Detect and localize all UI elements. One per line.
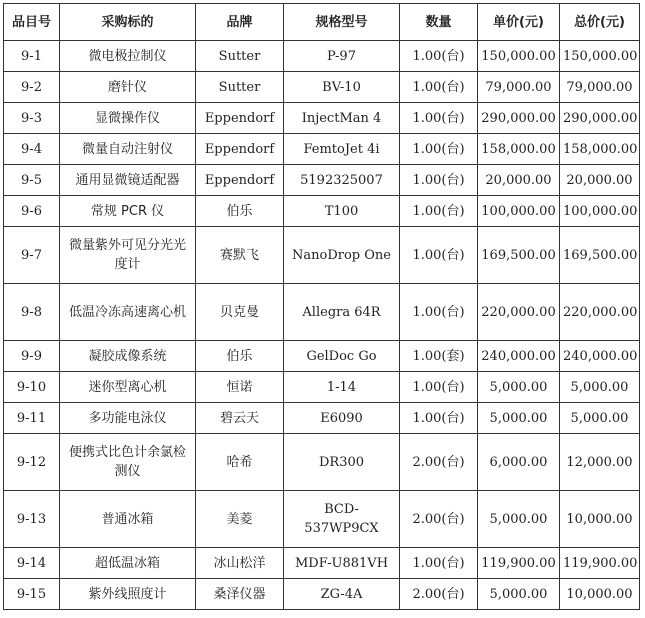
cell-model: MDF-U881VH — [284, 548, 400, 579]
cell-item-no: 9-4 — [4, 134, 60, 165]
cell-item-no: 9-5 — [4, 165, 60, 196]
cell-brand: 贝克曼 — [196, 284, 284, 341]
cell-model: NanoDrop One — [284, 227, 400, 284]
cell-model: 1-14 — [284, 372, 400, 403]
cell-item-no: 9-9 — [4, 341, 60, 372]
cell-item-name: 显微操作仪 — [60, 103, 196, 134]
table-row — [4, 196, 640, 227]
cell-total-price: 290,000.00 — [560, 103, 640, 134]
cell-model: BCD-537WP9CX — [284, 491, 400, 548]
table-row — [4, 134, 640, 165]
cell-item-name: 微量自动注射仪 — [60, 134, 196, 165]
table-row — [4, 165, 640, 196]
cell-brand: Sutter — [196, 41, 284, 72]
cell-model: DR300 — [284, 434, 400, 491]
cell-item-no: 9-13 — [4, 491, 60, 548]
cell-total-price: 220,000.00 — [560, 284, 640, 341]
cell-item-no: 9-7 — [4, 227, 60, 284]
cell-item-name: 超低温冰箱 — [60, 548, 196, 579]
header-unit-price: 单价(元) — [478, 4, 560, 41]
cell-brand: Eppendorf — [196, 165, 284, 196]
cell-model: Allegra 64R — [284, 284, 400, 341]
cell-unit-price: 5,000.00 — [478, 491, 560, 548]
cell-quantity: 1.00(台) — [400, 372, 478, 403]
cell-model: FemtoJet 4i — [284, 134, 400, 165]
table-header-row — [4, 4, 640, 41]
cell-unit-price: 158,000.00 — [478, 134, 560, 165]
cell-total-price: 240,000.00 — [560, 341, 640, 372]
table-row — [4, 227, 640, 284]
header-model: 规格型号 — [284, 4, 400, 41]
cell-item-no: 9-1 — [4, 41, 60, 72]
table-row — [4, 403, 640, 434]
cell-quantity: 2.00(台) — [400, 491, 478, 548]
cell-model: T100 — [284, 196, 400, 227]
cell-item-no: 9-15 — [4, 579, 60, 610]
table-row — [4, 341, 640, 372]
cell-total-price: 20,000.00 — [560, 165, 640, 196]
table-row — [4, 579, 640, 610]
header-item-name: 采购标的 — [60, 4, 196, 41]
table-body — [4, 41, 640, 610]
cell-item-name: 微电极拉制仪 — [60, 41, 196, 72]
header-quantity: 数量 — [400, 4, 478, 41]
cell-item-name: 低温冷冻高速离心机 — [60, 284, 196, 341]
cell-unit-price: 5,000.00 — [478, 579, 560, 610]
cell-unit-price: 169,500.00 — [478, 227, 560, 284]
cell-quantity: 1.00(套) — [400, 341, 478, 372]
cell-brand: 伯乐 — [196, 341, 284, 372]
cell-total-price: 5,000.00 — [560, 403, 640, 434]
cell-brand: Sutter — [196, 72, 284, 103]
cell-model: E6090 — [284, 403, 400, 434]
cell-total-price: 100,000.00 — [560, 196, 640, 227]
cell-unit-price: 290,000.00 — [478, 103, 560, 134]
cell-quantity: 1.00(台) — [400, 41, 478, 72]
cell-brand: 伯乐 — [196, 196, 284, 227]
table-row — [4, 72, 640, 103]
cell-total-price: 79,000.00 — [560, 72, 640, 103]
cell-quantity: 1.00(台) — [400, 165, 478, 196]
cell-item-no: 9-14 — [4, 548, 60, 579]
cell-item-name: 普通冰箱 — [60, 491, 196, 548]
cell-model: GelDoc Go — [284, 341, 400, 372]
cell-quantity: 1.00(台) — [400, 72, 478, 103]
cell-model: ZG-4A — [284, 579, 400, 610]
cell-unit-price: 100,000.00 — [478, 196, 560, 227]
cell-item-no: 9-2 — [4, 72, 60, 103]
table-row — [4, 103, 640, 134]
cell-model: P-97 — [284, 41, 400, 72]
cell-unit-price: 240,000.00 — [478, 341, 560, 372]
cell-unit-price: 20,000.00 — [478, 165, 560, 196]
cell-brand: Eppendorf — [196, 103, 284, 134]
cell-unit-price: 220,000.00 — [478, 284, 560, 341]
cell-quantity: 1.00(台) — [400, 403, 478, 434]
table-row — [4, 284, 640, 341]
cell-brand: Eppendorf — [196, 134, 284, 165]
cell-item-name: 紫外线照度计 — [60, 579, 196, 610]
header-total-price: 总价(元) — [560, 4, 640, 41]
table-row — [4, 41, 640, 72]
cell-model: 5192325007 — [284, 165, 400, 196]
header-item-no: 品目号 — [4, 4, 60, 41]
cell-item-no: 9-10 — [4, 372, 60, 403]
cell-item-name: 常规 PCR 仪 — [60, 196, 196, 227]
cell-quantity: 1.00(台) — [400, 227, 478, 284]
cell-quantity: 1.00(台) — [400, 103, 478, 134]
cell-item-no: 9-8 — [4, 284, 60, 341]
cell-unit-price: 6,000.00 — [478, 434, 560, 491]
cell-brand: 美菱 — [196, 491, 284, 548]
cell-quantity: 1.00(台) — [400, 196, 478, 227]
cell-total-price: 169,500.00 — [560, 227, 640, 284]
cell-brand: 恒诺 — [196, 372, 284, 403]
cell-item-name: 多功能电泳仪 — [60, 403, 196, 434]
cell-item-no: 9-3 — [4, 103, 60, 134]
cell-total-price: 119,900.00 — [560, 548, 640, 579]
cell-item-name: 磨针仪 — [60, 72, 196, 103]
cell-quantity: 2.00(台) — [400, 434, 478, 491]
cell-total-price: 10,000.00 — [560, 491, 640, 548]
cell-unit-price: 5,000.00 — [478, 403, 560, 434]
cell-model: InjectMan 4 — [284, 103, 400, 134]
cell-brand: 冰山松洋 — [196, 548, 284, 579]
cell-brand: 碧云天 — [196, 403, 284, 434]
cell-item-name: 微量紫外可见分光光度计 — [60, 227, 196, 284]
cell-item-name: 凝胶成像系统 — [60, 341, 196, 372]
cell-item-name: 便携式比色计余氯检测仪 — [60, 434, 196, 491]
cell-unit-price: 5,000.00 — [478, 372, 560, 403]
cell-unit-price: 150,000.00 — [478, 41, 560, 72]
header-brand: 品牌 — [196, 4, 284, 41]
cell-quantity: 1.00(台) — [400, 284, 478, 341]
cell-unit-price: 119,900.00 — [478, 548, 560, 579]
cell-brand: 赛默飞 — [196, 227, 284, 284]
cell-brand: 哈希 — [196, 434, 284, 491]
cell-quantity: 2.00(台) — [400, 579, 478, 610]
cell-item-name: 迷你型离心机 — [60, 372, 196, 403]
table-row — [4, 548, 640, 579]
table-row — [4, 434, 640, 491]
cell-total-price: 158,000.00 — [560, 134, 640, 165]
cell-total-price: 5,000.00 — [560, 372, 640, 403]
cell-item-no: 9-12 — [4, 434, 60, 491]
table-row — [4, 372, 640, 403]
cell-total-price: 10,000.00 — [560, 579, 640, 610]
cell-total-price: 12,000.00 — [560, 434, 640, 491]
cell-model: BV-10 — [284, 72, 400, 103]
cell-item-no: 9-6 — [4, 196, 60, 227]
procurement-table — [3, 3, 640, 610]
cell-quantity: 1.00(台) — [400, 548, 478, 579]
cell-item-name: 通用显微镜适配器 — [60, 165, 196, 196]
table-row — [4, 491, 640, 548]
cell-unit-price: 79,000.00 — [478, 72, 560, 103]
cell-total-price: 150,000.00 — [560, 41, 640, 72]
cell-quantity: 1.00(台) — [400, 134, 478, 165]
cell-brand: 桑泽仪器 — [196, 579, 284, 610]
cell-item-no: 9-11 — [4, 403, 60, 434]
procurement-table-container — [3, 3, 640, 610]
